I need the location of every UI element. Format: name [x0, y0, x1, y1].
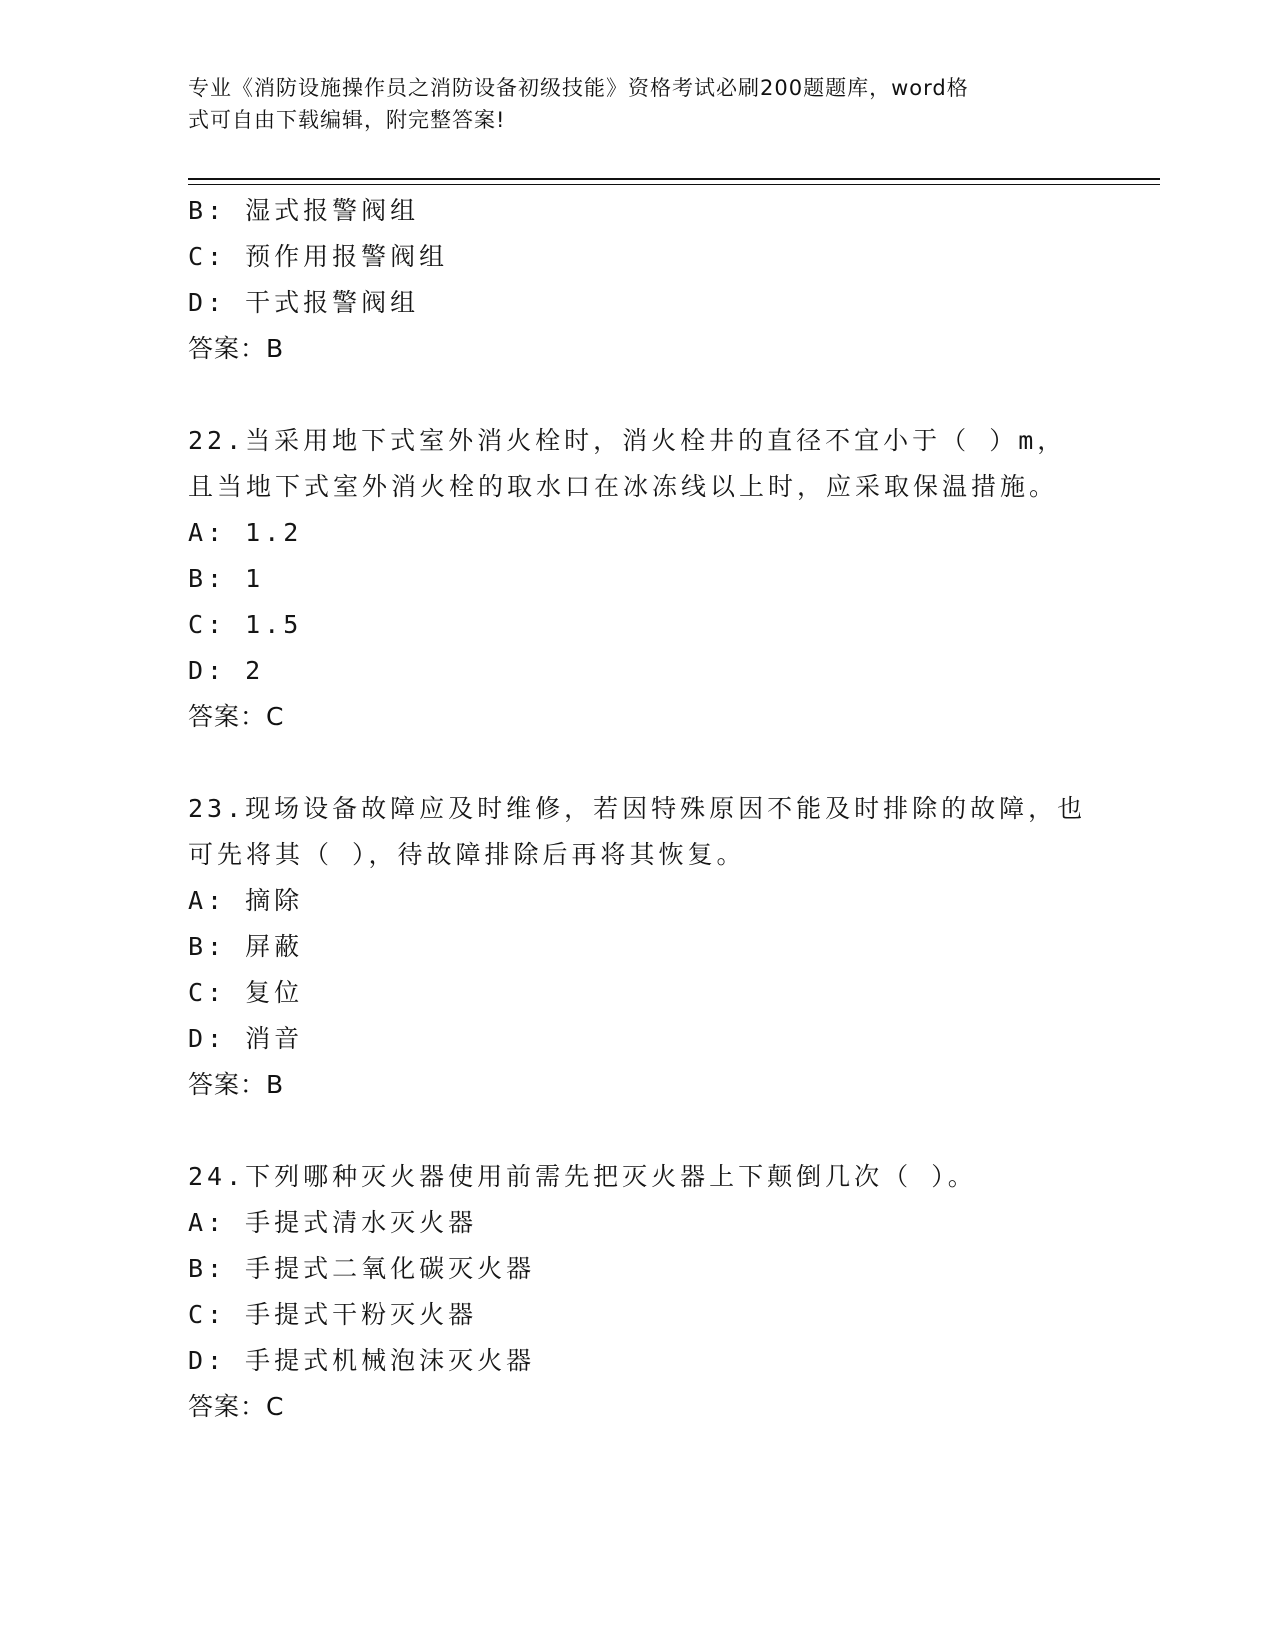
option-d: D: 消音: [188, 1024, 304, 1053]
header-line-1: 专业《消防设施操作员之消防设备初级技能》资格考试必刷200题题库，word格: [188, 76, 969, 100]
question-22: [188, 418, 1088, 740]
header-divider-thin: [188, 184, 1160, 185]
header-line-2: 式可自由下载编辑，附完整答案!: [188, 108, 506, 132]
option-c: C: 复位: [188, 978, 304, 1007]
option-c: C: 手提式干粉灭火器: [188, 1300, 478, 1329]
spacer: [188, 1108, 1088, 1154]
option-d: D: 2: [188, 656, 265, 685]
question-text-line-2: 可先将其（ ），待故障排除后再将其恢复。: [188, 840, 746, 869]
option-c: C: 预作用报警阀组: [188, 242, 449, 271]
question-21-continued: [188, 188, 1088, 372]
option-b: B: 屏蔽: [188, 932, 304, 961]
option-b: B: 手提式二氧化碳灭火器: [188, 1254, 536, 1283]
question-text-line-1: 23.现场设备故障应及时维修，若因特殊原因不能及时排除的故障，也: [188, 794, 1087, 823]
spacer: [188, 740, 1088, 786]
option-c: C: 1.5: [188, 610, 303, 639]
answer: 答案：B: [188, 334, 285, 363]
question-text-line-2: 且当地下式室外消火栓的取水口在冰冻线以上时，应采取保温措施。: [188, 472, 1059, 501]
header-divider-thick: [188, 178, 1160, 180]
option-a: A: 1.2: [188, 518, 303, 547]
answer: 答案：B: [188, 1070, 285, 1099]
option-d: D: 手提式机械泡沫灭火器: [188, 1346, 536, 1375]
question-text-line-1: 24.下列哪种灭火器使用前需先把灭火器上下颠倒几次（ ）。: [188, 1162, 977, 1191]
question-24: [188, 1154, 1088, 1430]
option-b: B: 湿式报警阀组: [188, 196, 420, 225]
question-text-line-1: 22.当采用地下式室外消火栓时，消火栓井的直径不宜小于（ ）m，: [188, 426, 1067, 455]
question-list: [188, 188, 1088, 1430]
spacer: [188, 372, 1088, 418]
option-b: B: 1: [188, 564, 265, 593]
document-header: [188, 72, 1078, 136]
question-23: [188, 786, 1088, 1108]
answer: 答案：C: [188, 1392, 285, 1421]
option-a: A: 摘除: [188, 886, 304, 915]
option-a: A: 手提式清水灭火器: [188, 1208, 478, 1237]
answer: 答案：C: [188, 702, 285, 731]
option-d: D: 干式报警阀组: [188, 288, 420, 317]
